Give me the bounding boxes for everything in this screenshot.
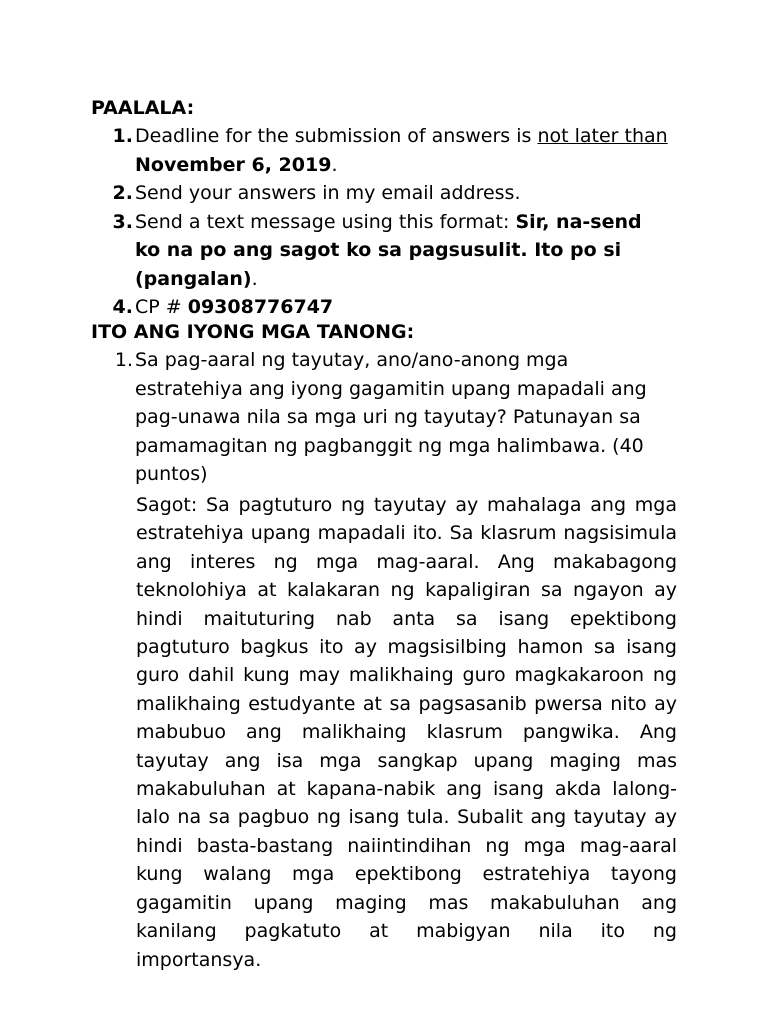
cp-number: 09308776747 <box>187 296 334 318</box>
format-message: Sir, na-send ko na po ang sagot ko sa pagsusulit. Ito po si (pangalan) <box>135 210 642 290</box>
format-period: . <box>251 267 258 290</box>
format-intro: Send a text message using this format: <box>135 210 516 233</box>
item-number: 3. <box>112 210 133 233</box>
answer-paragraph: Sagot: Sa pagtuturo ng tayutay ay mahalaga ang mga estratehiya upang mapadali ito. Sa klasrum nagsisimula ang interes ng mga mag-aaral. Ang makabagong teknolohiya at kalakaran ng kapaligiran sa ngayon ay hindi maituturing nab anta sa isang epektibong pagtuturo bagkus ito ay magsisilbing hamon sa isang guro dahil kung may malikhaing guro magkakaroon ng malikhaing estudyante at sa pagsasanib pwersa nito ay mabubuo ang malikhaing klasrum pangwika. Ang tayutay ang isa mga sangkap upang maging mas makabuluhan at kapana-nabik ang isang akda lalong-lalo na sa pagbuo ng isang tula. Subalit ang tayutay ay hindi basta-bastang naiintindihan ng mga mag-aaral kung walang mga epektibong estratehiya tayong gagamitin upang maging mas makabuluhan ang kanilang pagkatuto at mabigyan nila ito ng importansya. <box>136 494 677 971</box>
deadline-date: November 6, 2019 <box>135 153 332 176</box>
paalala-item-1 <box>91 122 671 179</box>
item-text <box>135 208 671 294</box>
paalala-list <box>91 122 671 322</box>
paalala-item-2 <box>91 179 671 208</box>
item-number: 2. <box>112 182 133 204</box>
paalala-heading: PAALALA: <box>91 97 195 119</box>
question-number: 1. <box>114 349 133 371</box>
deadline-underlined: not later than <box>537 125 668 147</box>
question-text: Sa pag-aaral ng tayutay, ano/ano-anong mga estratehiya ang iyong gagamitin upang mapadali ang pag-unawa nila sa mga uri ng tayutay? Patunayan sa pamamagitan ng pagbanggit ng mga halimbawa. (40 puntos) <box>135 349 647 485</box>
question-item-1 <box>91 346 671 489</box>
paalala-item-3 <box>91 208 671 294</box>
tanong-heading: ITO ANG IYONG MGA TANONG: <box>91 321 415 343</box>
item-number: 1. <box>112 125 133 147</box>
question-list <box>91 346 671 489</box>
item-text <box>135 122 671 179</box>
cp-label: CP # <box>135 296 188 318</box>
item-text: Send your answers in my email address. <box>135 182 521 204</box>
item-number: 4. <box>112 296 133 318</box>
deadline-text: Deadline for the submission of answers is <box>135 125 538 147</box>
deadline-period: . <box>331 153 338 176</box>
